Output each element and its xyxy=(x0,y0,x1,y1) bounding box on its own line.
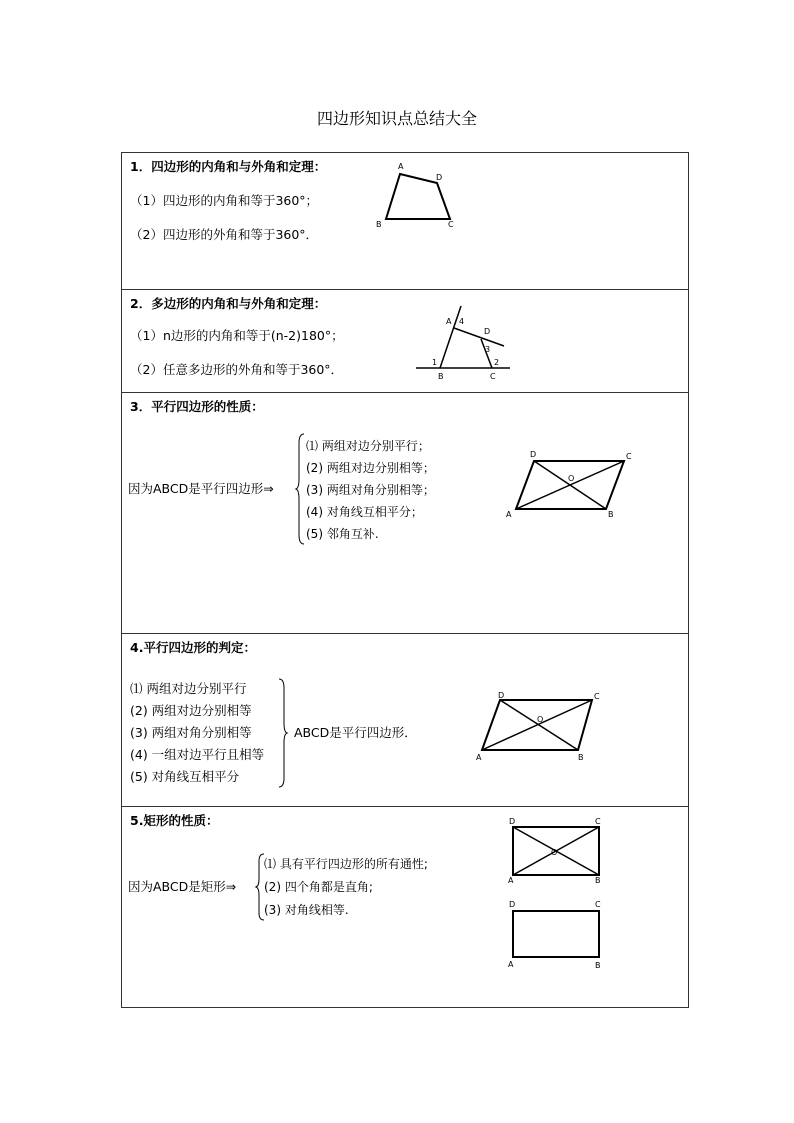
section-heading: 2．多边形的内角和与外角和定理： xyxy=(130,296,327,311)
vertex-label: A xyxy=(508,876,514,885)
section-heading: 3．平行四边形的性质： xyxy=(130,399,264,414)
parallelogram-figure xyxy=(506,451,636,523)
property-item: ⑴ 具有平行四边形的所有通性; xyxy=(264,857,428,871)
section-heading: 1．四边形的内角和与外角和定理： xyxy=(130,159,327,174)
section-row-4 xyxy=(122,634,689,807)
vertex-label: D xyxy=(498,691,505,700)
angle-label: 4 xyxy=(459,317,465,326)
property-item: (3) 对角线相等. xyxy=(264,903,349,917)
vertex-label: C xyxy=(595,817,601,826)
angle-label: 3 xyxy=(485,345,491,354)
vertex-label: A xyxy=(446,317,452,326)
criterion-item: (3) 两组对角分别相等 xyxy=(130,725,252,740)
quadrilateral-figure xyxy=(372,161,462,233)
center-label: O xyxy=(568,474,575,483)
vertex-label: D xyxy=(530,450,537,459)
premise-text: 因为ABCD是矩形⇒ xyxy=(128,879,237,894)
premise-text: 因为ABCD是平行四边形⇒ xyxy=(128,481,274,496)
criterion-item: (4) 一组对边平行且相等 xyxy=(130,747,265,762)
rule-line: （2）任意多边形的外角和等于360°． xyxy=(130,362,344,377)
vertex-label: C xyxy=(595,900,601,909)
section-heading: 4.平行四边形的判定： xyxy=(130,640,256,655)
vertex-label: C xyxy=(448,220,454,229)
vertex-label: B xyxy=(376,220,382,229)
vertex-label: A xyxy=(398,162,404,171)
page-title: 四边形知识点总结大全 xyxy=(316,109,477,128)
property-item: (5) 邻角互补. xyxy=(306,527,379,541)
center-label: O xyxy=(551,848,558,857)
vertex-label: B xyxy=(578,753,584,762)
rule-line: （1）四边形的内角和等于360°； xyxy=(130,193,319,208)
vertex-label: A xyxy=(506,510,512,519)
angle-label: 1 xyxy=(432,358,438,367)
vertex-label: A xyxy=(476,753,482,762)
vertex-label: B xyxy=(438,372,444,381)
criterion-item: (5) 对角线互相平分 xyxy=(130,769,240,784)
vertex-label: B xyxy=(608,510,614,519)
rectangle-figure xyxy=(506,899,606,971)
property-item: (4) 对角线互相平分； xyxy=(306,505,423,519)
property-item: (2) 四个角都是直角; xyxy=(264,880,373,894)
vertex-label: C xyxy=(594,692,600,701)
vertex-label: B xyxy=(595,876,601,885)
criterion-item: (2) 两组对边分别相等 xyxy=(130,703,252,718)
vertex-label: D xyxy=(436,173,443,182)
right-brace xyxy=(278,678,288,788)
criterion-item: ⑴ 两组对边分别平行 xyxy=(130,681,247,696)
polygon-exterior-angle-figure xyxy=(414,304,514,384)
rule-line: （1）n边形的内角和等于(n-2)180°； xyxy=(130,328,344,343)
vertex-label: C xyxy=(626,452,632,461)
rectangle-diagonals-figure xyxy=(506,817,606,883)
vertex-label: C xyxy=(490,372,496,381)
vertex-label: A xyxy=(508,960,514,969)
vertex-label: B xyxy=(595,961,601,970)
vertex-label: D xyxy=(484,327,491,336)
section-row-5 xyxy=(122,807,689,1008)
rule-line: （2）四边形的外角和等于360°． xyxy=(130,227,319,242)
vertex-label: D xyxy=(509,900,516,909)
property-item: (2) 两组对边分别相等； xyxy=(306,461,435,475)
section-row-2 xyxy=(122,290,689,393)
left-brace xyxy=(296,433,306,545)
vertex-label: D xyxy=(509,817,516,826)
section-heading: 5.矩形的性质： xyxy=(130,813,219,828)
angle-label: 2 xyxy=(494,358,500,367)
section-row-3 xyxy=(122,393,689,634)
property-item: (3) 两组对角分别相等； xyxy=(306,483,435,497)
center-label: O xyxy=(537,715,544,724)
parallelogram-figure xyxy=(472,690,602,762)
knowledge-table xyxy=(121,152,689,1008)
conclusion-text: ABCD是平行四边形． xyxy=(294,725,417,740)
section-row-1 xyxy=(122,153,689,290)
property-item: ⑴ 两组对边分别平行； xyxy=(306,439,430,453)
